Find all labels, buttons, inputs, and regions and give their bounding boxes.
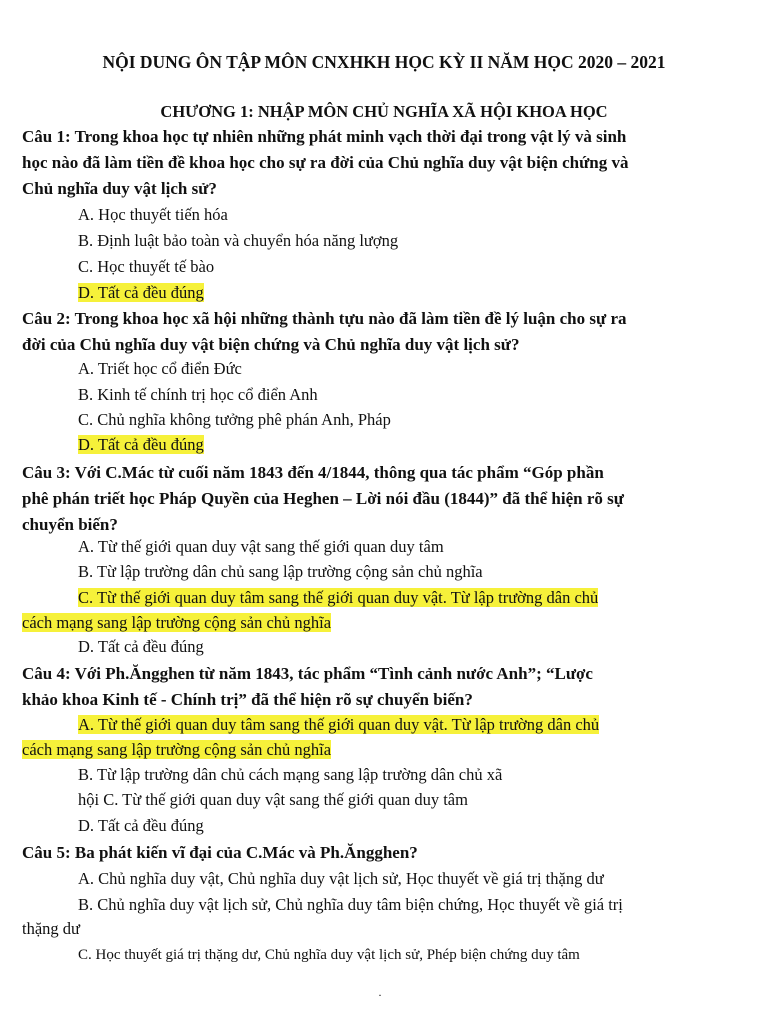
highlighted-answer: cách mạng sang lập trường cộng sản chủ nghĩa xyxy=(22,740,332,759)
question-1-line-2: học nào đã làm tiền đề khoa học cho sự ra đời của Chủ nghĩa duy vật biện chứng và xyxy=(22,153,629,172)
question-2-option-b: B. Kinh tế chính trị học cổ điển Anh xyxy=(78,385,318,404)
question-5-option-b-line-2: thặng dư xyxy=(22,919,80,938)
footer-mark: · xyxy=(378,988,382,1002)
highlighted-answer: D. Tất cả đều đúng xyxy=(78,283,204,302)
highlighted-answer: C. Từ thế giới quan duy tâm sang thế giới quan duy vật. Từ lập trường dân chủ xyxy=(78,588,599,607)
question-3-line-1: Câu 3: Với C.Mác từ cuối năm 1843 đến 4/1844, thông qua tác phẩm “Góp phần xyxy=(22,463,604,482)
question-4-option-d: D. Tất cả đều đúng xyxy=(78,816,204,835)
question-3-option-c-line-1 xyxy=(78,585,746,611)
highlighted-answer: cách mạng sang lập trường cộng sản chủ nghĩa xyxy=(22,613,332,632)
question-1-line-3: Chủ nghĩa duy vật lịch sử? xyxy=(22,179,217,198)
question-2-option-a: A. Triết học cổ điển Đức xyxy=(78,359,242,378)
question-4-line-1: Câu 4: Với Ph.Ăngghen từ năm 1843, tác phẩm “Tình cảnh nước Anh”; “Lược xyxy=(22,664,593,683)
question-4-option-b-line-2: hội C. Từ thế giới quan duy vật sang thế giới quan duy tâm xyxy=(78,790,468,809)
document-title: NỘI DUNG ÔN TẬP MÔN CNXHKH HỌC KỲ II NĂM HỌC 2020 – 2021 xyxy=(102,52,666,72)
question-3-option-b: B. Từ lập trường dân chủ sang lập trường cộng sản chủ nghĩa xyxy=(78,562,483,581)
question-5-option-b-line-1: B. Chủ nghĩa duy vật lịch sử, Chủ nghĩa duy tâm biện chứng, Học thuyết về giá trị xyxy=(78,895,623,914)
question-5-option-a: A. Chủ nghĩa duy vật, Chủ nghĩa duy vật lịch sử, Học thuyết về giá trị thặng dư xyxy=(78,869,604,888)
question-4-option-a-line-2 xyxy=(22,737,746,763)
question-2-option-c: C. Chủ nghĩa không tưởng phê phán Anh, Pháp xyxy=(78,410,391,429)
question-3-option-c-line-2 xyxy=(22,610,746,636)
question-3-line-3: chuyển biến? xyxy=(22,515,118,534)
question-4-line-2: khảo khoa Kinh tế - Chính trị” đã thể hiện rõ sự chuyển biến? xyxy=(22,690,473,709)
question-5-line-1: Câu 5: Ba phát kiến vĩ đại của C.Mác và Ph.Ăngghen? xyxy=(22,843,418,862)
question-5-option-c: C. Học thuyết giá trị thặng dư, Chủ nghĩa duy vật lịch sử, Phép biện chứng duy tâm xyxy=(78,947,580,963)
question-2-line-1: Câu 2: Trong khoa học xã hội những thành tựu nào đã làm tiền đề lý luận cho sự ra xyxy=(22,309,627,328)
question-1-option-b: B. Định luật bảo toàn và chuyển hóa năng lượng xyxy=(78,231,399,250)
question-1-option-a: A. Học thuyết tiến hóa xyxy=(78,205,228,224)
chapter-heading: CHƯƠNG 1: NHẬP MÔN CHỦ NGHĨA XÃ HỘI KHOA HỌC xyxy=(160,102,608,121)
highlighted-answer: A. Từ thế giới quan duy tâm sang thế giới quan duy vật. Từ lập trường dân chủ xyxy=(78,715,600,734)
question-2-line-2: đời của Chủ nghĩa duy vật biện chứng và Chủ nghĩa duy vật lịch sử? xyxy=(22,335,520,354)
question-2-option-d xyxy=(78,432,746,458)
question-3-option-a: A. Từ thế giới quan duy vật sang thế giới quan duy tâm xyxy=(78,537,444,556)
question-4-option-a-line-1 xyxy=(78,712,746,738)
question-3-line-2: phê phán triết học Pháp Quyền của Heghen – Lời nói đầu (1844)” đã thể hiện rõ sự xyxy=(22,489,624,508)
question-1-option-d xyxy=(78,280,746,306)
question-4-option-b-line-1: B. Từ lập trường dân chủ cách mạng sang lập trường dân chủ xã xyxy=(78,765,503,784)
highlighted-answer: D. Tất cả đều đúng xyxy=(78,435,204,454)
question-3-option-d: D. Tất cả đều đúng xyxy=(78,637,204,656)
question-1-line-1: Câu 1: Trong khoa học tự nhiên những phát minh vạch thời đại trong vật lý và sinh xyxy=(22,127,627,146)
question-1-option-c: C. Học thuyết tế bào xyxy=(78,257,215,276)
